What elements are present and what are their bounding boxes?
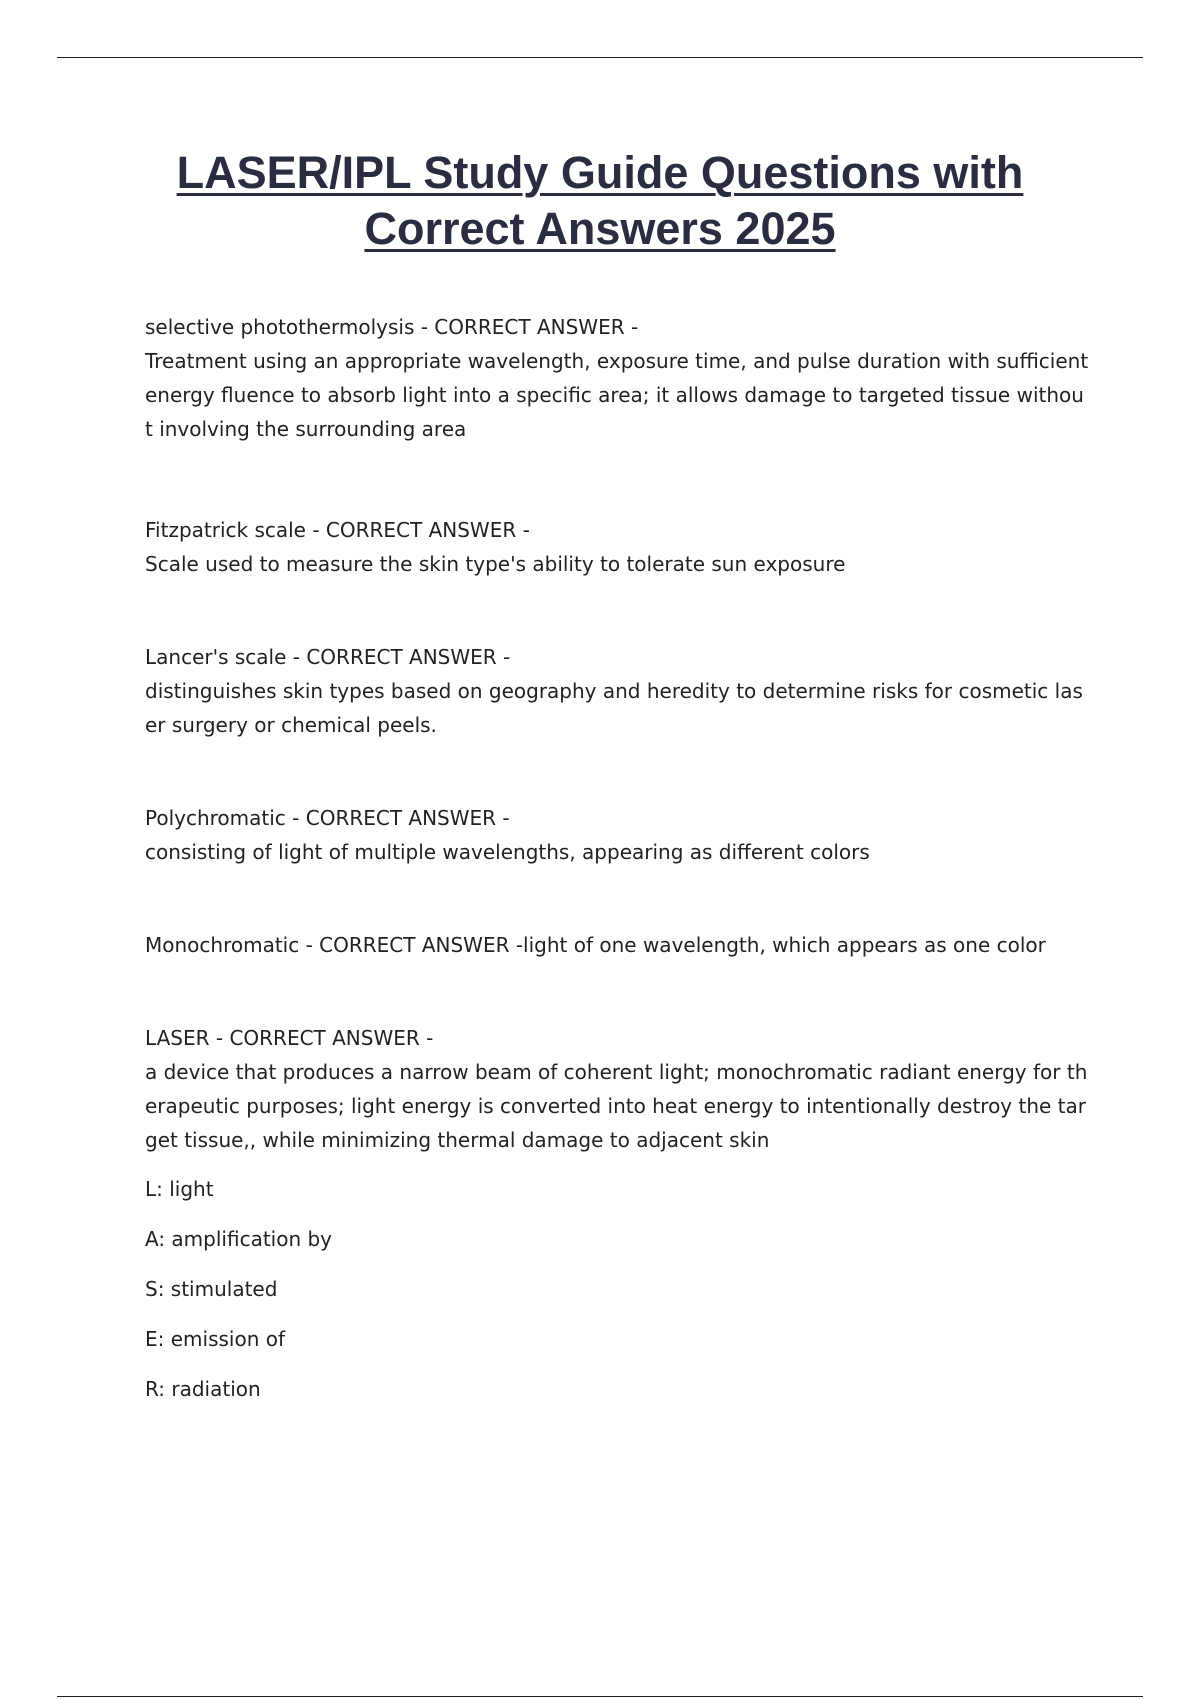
document-title	[60, 145, 1140, 257]
qa-entry-fitzpatrick-scale	[145, 513, 1090, 581]
document-body	[145, 310, 1090, 1422]
entry-answer: Scale used to measure the skin type's ability to tolerate sun exposure	[145, 552, 846, 576]
acronym-line-e: E: emission of	[145, 1327, 286, 1351]
laser-acronym-list	[145, 1172, 1090, 1406]
entry-term: Monochromatic - CORRECT ANSWER -light of one wavelength, which appears as one color	[145, 933, 1046, 957]
acronym-line-s: S: stimulated	[145, 1277, 278, 1301]
entry-answer: a device that produces a narrow beam of coherent light; monochromatic radiant energy for therapeutic purposes; light energy is converted into heat energy to intentionally destroy the target tissue,, while minimizing thermal damage to adjacent skin	[145, 1060, 1088, 1152]
entry-answer: Treatment using an appropriate wavelength, exposure time, and pulse duration with sufficient energy fluence to absorb light into a specific area; it allows damage to targeted tissue without involving the surrounding area	[145, 349, 1089, 441]
entry-answer: distinguishes skin types based on geography and heredity to determine risks for cosmetic laser surgery or chemical peels.	[145, 679, 1083, 737]
acronym-line-a: A: amplification by	[145, 1227, 333, 1251]
qa-entry-monochromatic	[145, 928, 1090, 962]
entry-term: selective photothermolysis - CORRECT ANSWER -	[145, 315, 639, 339]
entry-term: Polychromatic - CORRECT ANSWER -	[145, 806, 510, 830]
title-line-2: Correct Answers 2025	[364, 203, 836, 254]
qa-entry-lancers-scale	[145, 640, 1090, 742]
qa-entry-laser	[145, 1021, 1090, 1157]
entry-term: Fitzpatrick scale - CORRECT ANSWER -	[145, 518, 530, 542]
qa-entry-polychromatic	[145, 801, 1090, 869]
entry-term: LASER - CORRECT ANSWER -	[145, 1026, 434, 1050]
title-line-1: LASER/IPL Study Guide Questions with	[176, 147, 1024, 198]
entry-answer: consisting of light of multiple wavelengths, appearing as different colors	[145, 840, 870, 864]
acronym-line-r: R: radiation	[145, 1377, 261, 1401]
bottom-rule	[57, 1696, 1143, 1697]
top-rule	[57, 57, 1143, 58]
qa-entry-selective-photothermolysis	[145, 310, 1090, 446]
acronym-line-l: L: light	[145, 1177, 214, 1201]
entry-term: Lancer's scale - CORRECT ANSWER -	[145, 645, 511, 669]
